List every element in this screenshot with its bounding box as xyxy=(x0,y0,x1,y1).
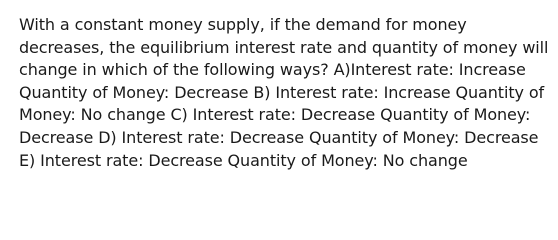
question-text: With a constant money supply, if the demand for money decreases, the equilibrium interest rate and quantity of money will change in which of the following ways? A)Interest rate: Increase Quantity of Money: Decrease B) Interest rate: Increase Quantity of Money: No change C) Interest rate: Decrease Quantity of Money: Decrease D) Interest rate: Decrease Quantity of Money: Decrease E) Interest rate: Decrease Quantity of Money: No change xyxy=(19,15,549,170)
